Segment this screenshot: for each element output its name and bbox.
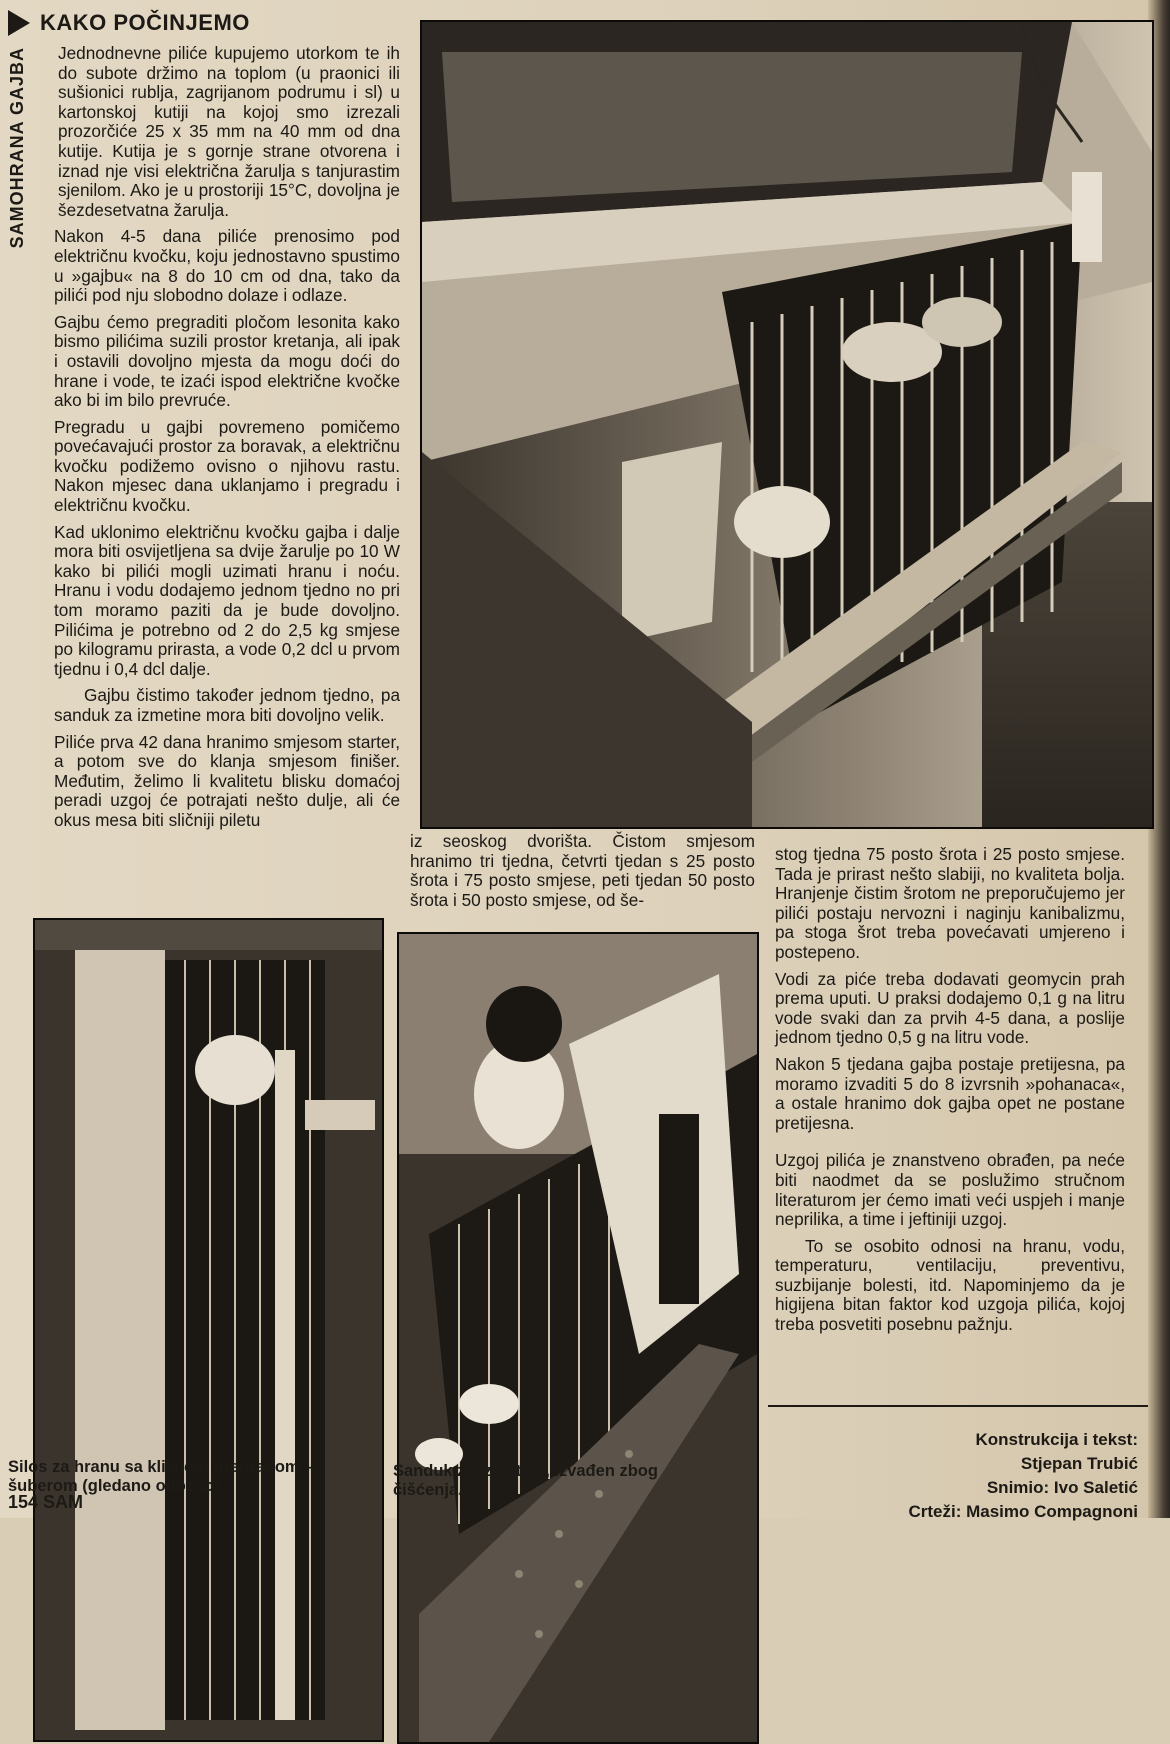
- text-column-3: [775, 845, 1125, 1342]
- paragraph: Nakon 5 tjedana gajba postaje pretijesna, pa moramo izvaditi 5 do 8 izvrsnih »pohanaca«, a ostale hranimo dok gajba opet ne postane pretijesna.: [775, 1053, 1125, 1133]
- text-column-1: [40, 44, 400, 838]
- credit-illustrator: Crteži: Masimo Compagnoni: [908, 1502, 1138, 1521]
- credit-photographer: Snimio: Ivo Saletić: [986, 1478, 1138, 1497]
- triangle-icon: [8, 10, 30, 36]
- tray-photo-image: [399, 934, 757, 1742]
- article-heading: [8, 6, 250, 40]
- paragraph: Nakon 4-5 dana piliće prenosimo pod električnu kvočku, koju jednostavno spustimo u »gajbu« na 8 do 10 cm od dna, tako da pilići pod nju slobodno dolaze i odlaze.: [54, 226, 400, 306]
- divider-rule: [768, 1405, 1148, 1407]
- paragraph: Jednodnevne piliće kupujemo utorkom te ih do subote držimo na toplom (u praonici ili sušionici rublja, zagrijanom podrumu i sl) u kartonskoj kutiji na kojoj smo izrezali prozorčiće 25 x 35 mm na 40 mm od dna kutije. Kutija je s gornje strane otvorena i iznad nje visi električna žarulja s tanjurastim sjenilom. Ako je u prostoriji 15°C, dovoljna je šezdesetvatna žarulja.: [58, 43, 400, 220]
- paragraph: Vodi za piće treba dodavati geomycin prah prema uputi. U praksi dodajemo 0,1 g na litru vode svaki dan za prvih 4-5 dana, a poslije jednom tjedno 0,5 g na litru vode.: [775, 968, 1125, 1048]
- paragraph: stog tjedna 75 posto šrota i 25 posto smjese. Tada je prirast nešto slabiji, no kvaliteta bolja. Hranjenje čistim šrotom ne preporučujemo jer pilići postaju nervozni i naginju kanibalizmu, pa stoga šrot treba povećavati umjereno i postepeno.: [775, 844, 1125, 962]
- paragraph: To se osobito odnosi na hranu, vodu, temperaturu, ventilaciju, preventivu, suzbijanje bolesti, itd. Napominjemo da je higijena bitan faktor kod uzgoja pilića, kojoj treba posvetiti posebnu pažnju.: [775, 1235, 1125, 1335]
- paragraph: Uzgoj pilića je znanstveno obrađen, pa neće biti naodmet da se poslužimo stručnom literaturom jer ćemo imati veći uspjeh i manje neprilika, a time i jeftiniji uzgoj.: [775, 1150, 1125, 1230]
- paragraph: Pregradu u gajbi povremeno pomičemo povećavajući prostor za boravak, a električnu kvočku podižemo ovisno o njihovu rastu. Nakon mjesec dana uklanjamo i pregradu i električnu kvočku.: [54, 416, 400, 516]
- paragraph: Gajbu čistimo također jednom tjedno, pa sanduk za izmetine mora biti dovoljno velik.: [54, 685, 400, 725]
- cage-photo-image: [422, 22, 1152, 827]
- paragraph: Piliće prva 42 dana hranimo smjesom starter, a potom sve do klanja smjesom finišer. Međutim, želimo li kvalitetu blisku domaćoj peradi uzgoj će potrajati nešto dulje, ali će okus mesa biti sličniji piletu: [54, 731, 400, 830]
- silo-photo-image: [35, 920, 382, 1740]
- photo-feed-silo: [33, 918, 384, 1742]
- credit-author: Stjepan Trubić: [1020, 1454, 1138, 1473]
- paragraph: Gajbu ćemo pregraditi pločom lesonita kako bismo pilićima suzili prostor kretanja, ali ipak i ostavili dovoljno mjesta da mogu doći do hrane i vode, te izaći ispod električne kvočke ako bi im bilo prevruće.: [54, 311, 400, 411]
- caption-middle: Sanduk za izmetine, izvađen zbog čišćenja.: [393, 1462, 658, 1499]
- caption-left: Silos za hranu sa kliznom pregradom – šuberom (gledano odozgo).: [8, 1458, 314, 1495]
- credit-construction: Konstrukcija i tekst:: [975, 1430, 1138, 1449]
- section-label: SAMOHRANA GAJBA: [6, 46, 27, 249]
- photo-cage-brooder: [420, 20, 1154, 829]
- paragraph: iz seoskog dvorišta. Čistom smjesom hranimo tri tjedna, četvrti tjedan s 25 posto šrota i 75 posto smjese, peti tjedan 50 posto šrota i 50 posto smjese, od še-: [410, 831, 755, 910]
- photo-droppings-tray: [397, 932, 759, 1744]
- text-column-2: [410, 832, 755, 917]
- heading-title: KAKO POČINJEMO: [40, 10, 250, 35]
- page-number: 154 SAM: [8, 1492, 84, 1512]
- credits-block: [908, 1428, 1138, 1524]
- paragraph: Kad uklonimo električnu kvočku gajba i dalje mora biti osvijetljena sa dvije žarulje po 10 W kako bi pilići mogli uzimati hranu i noću. Hranu i vodu dodajemo jednom tjedno no pri tom moramo paziti da je bude dovoljno. Pilićima je potrebno od 2 do 2,5 kg smjese po kilogramu prirasta, a vode 0,2 dcl u prvom tjednu i 0,4 dcl dalje.: [54, 521, 400, 679]
